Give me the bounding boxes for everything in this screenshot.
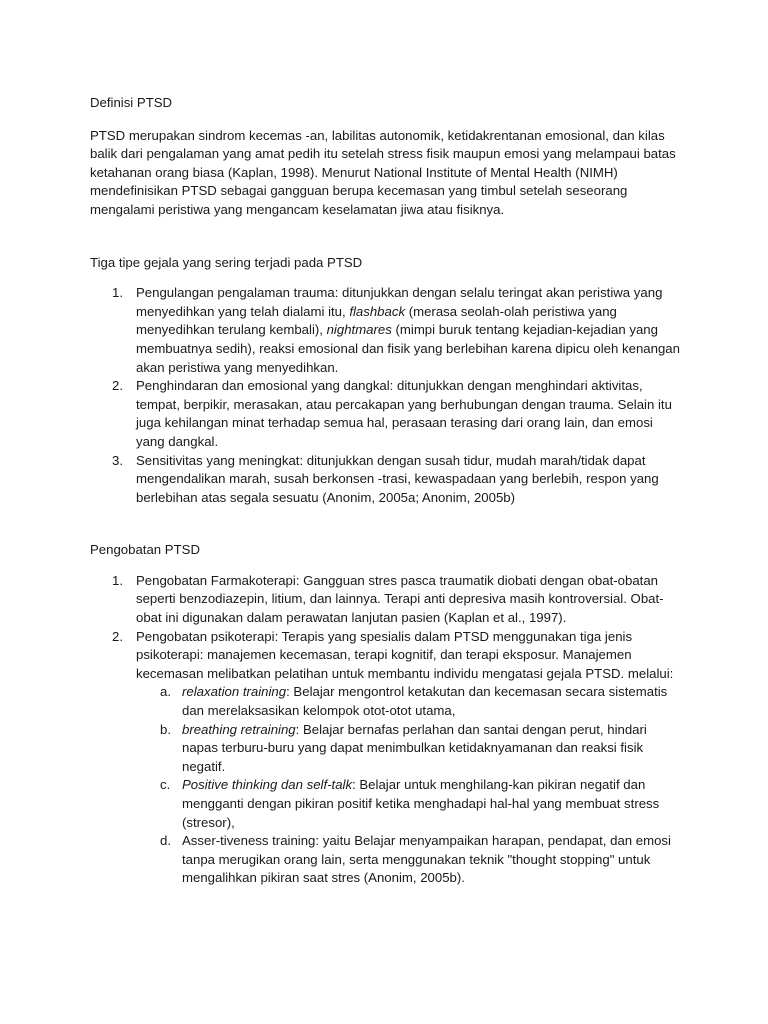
sublist-text-italic: breathing retraining [182, 721, 296, 737]
list-text-italic: nightmares [326, 322, 392, 338]
list-number: 2. [112, 628, 123, 644]
heading-pengobatan-ptsd: Pengobatan PTSD [90, 542, 200, 558]
paragraph-definisi: PTSD merupakan sindrom kecemas -an, labilitas autonomik, ketidakrentanan emosional, dan kilas balik dari pengalaman yang amat pedih itu setelah stress fisik maupun emosi yang melampaui batas ketahanan orang biasa (Kaplan, 1998). Menurut National Institute of Mental Health (NIMH) mendefinisikan PTSD sebagai gangguan berupa kecemasan yang timbul setelah seseorang mengalami peristiwa yang mengancam keselamatan jiwa atau fisiknya. [90, 127, 676, 217]
heading-definisi-ptsd: Definisi PTSD [90, 95, 173, 110]
list-text: Pengobatan psikoterapi: Terapis yang spesialis dalam PTSD menggunakan tiga jenis psikoterapi: manajemen kecemasan, terapi kognitif, dan terapi eksposur. Manajemen kecemasan melibatkan pelatihan untuk membantu individu mengatasi gejala PTSD. melalui: [136, 628, 674, 681]
sublist-item [160, 721, 680, 777]
sublist-text-italic: Positive thinking dan self-talk [182, 777, 353, 793]
sublist-text: : Belajar mengontrol ketakutan dan kecemasan secara sistematis dan merelaksasikan kelompok otot-otot utama, [182, 684, 668, 719]
list-text: (mimpi buruk tentang kejadian-kejadian yang membuatnya sedih), reaksi emosional dan fisik yang berlebihan karena dipicu oleh kenangan akan peristiwa yang menyedihkan. [136, 322, 680, 375]
sublist-text: : Belajar untuk menghilang-kan pikiran negatif dan mengganti dengan pikiran positif ketika menghadapi hal-hal yang membuat stress (stresor), [182, 777, 660, 830]
list-text: Pengobatan Farmakoterapi: Gangguan stres pasca traumatik diobati dengan obat-obatan seperti benzodiazepin, litium, dan lainnya. Terapi anti depresiva masih kontroversial. Obat-obat ini digunakan dalam perawatan lanjutan pasien (Kaplan et al., 1997). [136, 572, 664, 626]
sublist-item [160, 832, 680, 888]
list-number: 2. [112, 378, 123, 394]
list-item [112, 452, 680, 508]
list-item [112, 284, 680, 377]
sublist-text: Asser-tiveness training: yaitu Belajar menyampaikan harapan, pendapat, dan emosi tanpa merugikan orang lain, serta menggunakan teknik "thought stopping" untuk mengalihkan pikiran saat stres (Anonim, 2005b). [182, 833, 671, 886]
list-text-italic: flashback [349, 303, 406, 319]
list-number: 1. [112, 572, 123, 588]
sublist-letter: a. [160, 684, 171, 700]
sublist-letter: d. [160, 833, 171, 849]
sublist-text-italic: relaxation training [182, 684, 287, 700]
list-item [112, 377, 680, 451]
list-text: Sensitivitas yang meningkat: ditunjukkan dengan susah tidur, mudah marah/tidak dapat mengendalikan marah, susah berkonsen -trasi, kewaspadaan yang berlebih, respon yang berlebihan atas segala sesuatu (Anonim, 2005a; Anonim, 2005b) [136, 452, 659, 505]
sublist-letter: c. [160, 777, 171, 793]
sublist-item [160, 776, 680, 832]
list-pengobatan [90, 572, 680, 888]
list-gejala [90, 284, 680, 507]
list-text: Pengulangan pengalaman trauma: ditunjukkan dengan selalu teringat akan peristiwa yang menyedihkan yang telah dialami itu, [136, 285, 663, 319]
list-item [112, 572, 680, 628]
sublist-psikoterapi [136, 683, 680, 888]
heading-tiga-tipe-gejala: Tiga tipe gejala yang sering terjadi pada PTSD [90, 254, 363, 270]
sublist-item [160, 683, 680, 720]
list-text: Penghindaran dan emosional yang dangkal: ditunjukkan dengan menghindari aktivitas, tempat, berpikir, merasakan, atau percakapan yang berhubungan dengan trauma. Selain itu juga kehilangan minat terhadap semua hal, perasaan terasing dari orang lain, dan emosi yang dangkal. [136, 378, 672, 449]
sublist-text: : Belajar bernafas perlahan dan santai dengan perut, hindari napas terburu-buru yang dapat menimbulkan ketidaknyamanan dan reaksi fisik negatif. [182, 721, 647, 774]
list-text: (merasa seolah-olah peristiwa yang menyedihkan terulang kembali), [136, 303, 617, 338]
list-number: 3. [112, 452, 123, 468]
list-item [112, 628, 680, 888]
sublist-letter: b. [160, 721, 171, 737]
list-number: 1. [112, 285, 123, 301]
